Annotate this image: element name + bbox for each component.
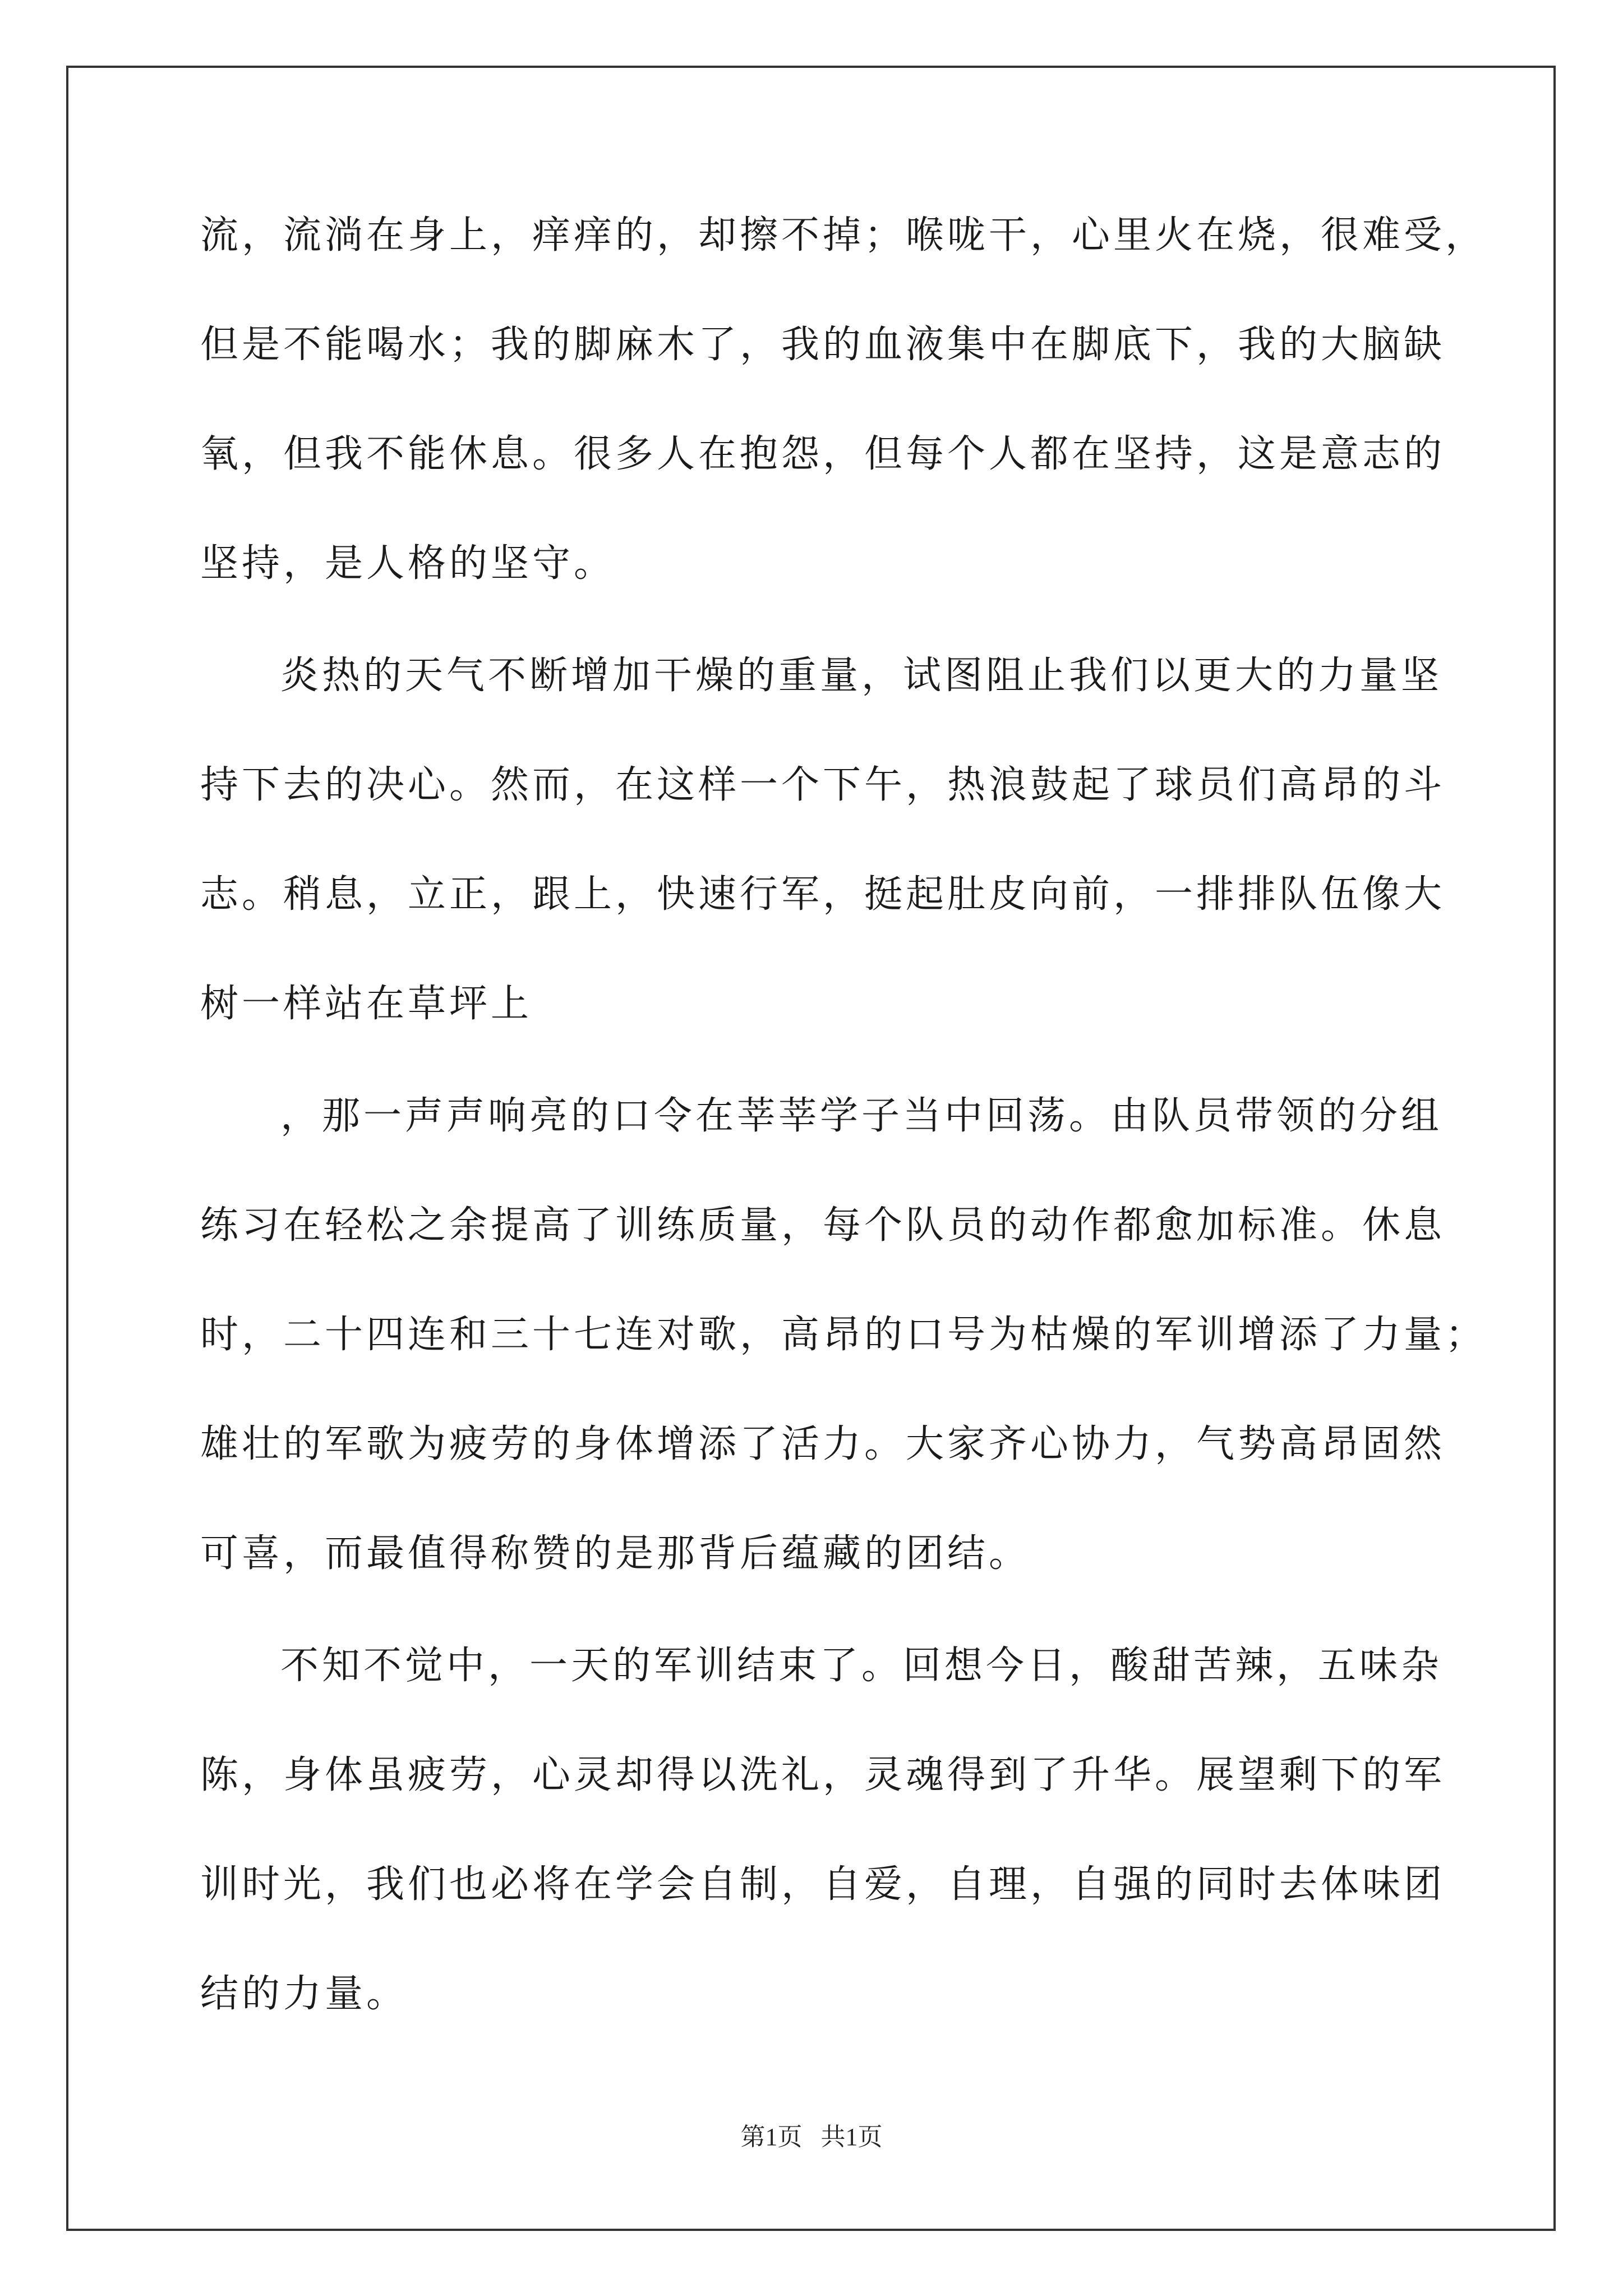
paragraph-start-line: 炎热的天气不断增加干燥的重量，试图阻止我们以更大的力量坚 — [280, 654, 1443, 698]
body-line: 持下去的决心。然而，在这样一个下午，热浪鼓起了球员们高昂的斗 — [200, 763, 1446, 807]
page-number: 第1页 — [740, 2123, 803, 2151]
body-line: 氧，但我不能休息。很多人在抱怨，但每个人都在坚持，这是意志的 — [200, 432, 1446, 476]
body-line: 但是不能喝水；我的脚麻木了，我的血液集中在脚底下，我的大脑缺 — [200, 323, 1446, 367]
body-line: 训时光，我们也必将在学会自制，自爱，自理，自强的同时去体味团 — [200, 1862, 1446, 1907]
body-line: 流，流淌在身上，痒痒的，却擦不掉；喉咙干，心里火在烧，很难受， — [200, 213, 1487, 257]
page-total: 共1页 — [820, 2123, 883, 2151]
body-line: 陈，身体虽疲劳，心灵却得以洗礼，灵魂得到了升华。展望剩下的军 — [200, 1753, 1446, 1797]
body-line: 练习在轻松之余提高了训练质量，每个队员的动作都愈加标准。休息 — [200, 1203, 1446, 1248]
body-line: 志。稍息，立正，跟上，快速行军，挺起肚皮向前，一排排队伍像大 — [200, 872, 1446, 917]
body-line: 雄壮的军歌为疲劳的身体增添了活力。大家齐心协力，气势高昂固然 — [200, 1422, 1446, 1466]
body-line: 坚持，是人格的坚守。 — [200, 541, 616, 586]
body-line: 树一样站在草坪上 — [200, 982, 533, 1026]
page-footer — [0, 2120, 1623, 2154]
body-line: 结的力量。 — [200, 1972, 408, 2016]
paragraph-start-line: ，那一声声响亮的口令在莘莘学子当中回荡。由队员带领的分组 — [280, 1094, 1443, 1138]
body-line: 时，二十四连和三十七连对歌，高昂的口号为枯燥的军训增添了力量； — [200, 1313, 1487, 1357]
body-line: 可喜，而最值得称赞的是那背后蕴藏的团结。 — [200, 1531, 1031, 1576]
paragraph-start-line: 不知不觉中，一天的军训结束了。回想今日，酸甜苦辣，五味杂 — [280, 1644, 1443, 1688]
